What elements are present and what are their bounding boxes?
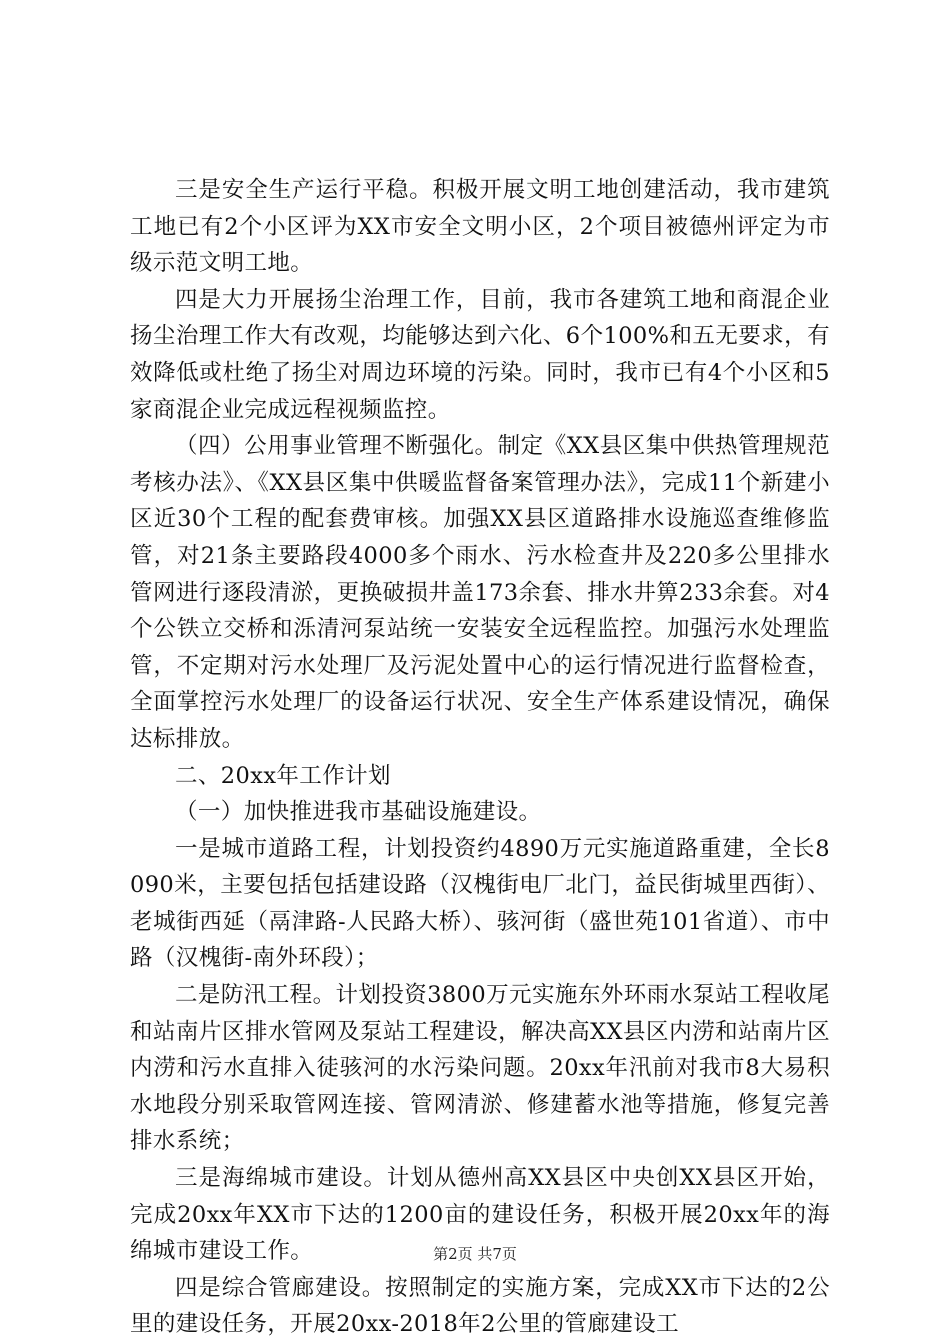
paragraph-safety-production: 三是安全生产运行平稳。积极开展文明工地创建活动，我市建筑工地已有2个小区评为XX市安全文明小区，2个项目被德州评定为市级示范文明工地。 — [130, 177, 830, 277]
paragraph-sponge-city: 三是海绵城市建设。计划从德州高XX县区中央创XX县区开始，完成20xx年XX市下达的1200亩的建设任务，积极开展20xx年的海绵城市建设工作。 — [130, 1165, 830, 1265]
paragraph-flood-control: 二是防汛工程。计划投资3800万元实施东外环雨水泵站工程收尾和站南片区排水管网及泵站工程建设，解决高XX县区内涝和站南片区内涝和污水直排入徒骇河的水污染问题。20xx年汛前对我市8大易积水地段分别采取管网连接、管网清淤、修建蓄水池等措施，修复完善排水系统； — [130, 982, 830, 1155]
paragraph-utility-tunnel: 四是综合管廊建设。按照制定的实施方案，完成XX市下达的2公里的建设任务，开展20xx-2018年2公里的管廊建设工 — [130, 1274, 830, 1338]
paragraph-road-works: 一是城市道路工程，计划投资约4890万元实施道路重建，全长8090米，主要包括包括建设路（汉槐街电厂北门，益民街城里西街）、老城街西延（鬲津路-人民路大桥）、骇河街（盛世苑101省道）、市中路（汉槐街-南外环段）； — [130, 835, 830, 972]
paragraph-dust-control: 四是大力开展扬尘治理工作，目前，我市各建筑工地和商混企业扬尘治理工作大有改观，均能够达到六化、6个100%和五无要求，有效降低或杜绝了扬尘对周边环境的污染。同时，我市已有4个小区和5家商混企业完成远程视频监控。 — [130, 286, 830, 423]
paragraph-public-utilities: （四）公用事业管理不断强化。制定《XX县区集中供热管理规范考核办法》、《XX县区集中供暖监督备案管理办法》，完成11个新建小区近30个工程的配套费审核。加强XX县区道路排水设施巡查维修监管，对21条主要路段4000多个雨水、污水检查井及220多公里排水管网进行逐段清淤，更换破损井盖173余套、排水井箅233余套。对4个公铁立交桥和泺清河泵站统一安装安全远程监控。加强污水处理监管，不定期对污水处理厂及污泥处置中心的运行情况进行监督检查，全面掌控污水处理厂的设备运行状况、安全生产体系建设情况，确保达标排放。 — [130, 433, 830, 752]
subsection-heading-infrastructure: （一）加快推进我市基础设施建设。 — [175, 799, 542, 826]
document-body — [130, 172, 830, 1343]
page-number-footer: 第2页 共7页 — [433, 1245, 517, 1263]
section-heading-work-plan: 二、20xx年工作计划 — [175, 762, 391, 789]
